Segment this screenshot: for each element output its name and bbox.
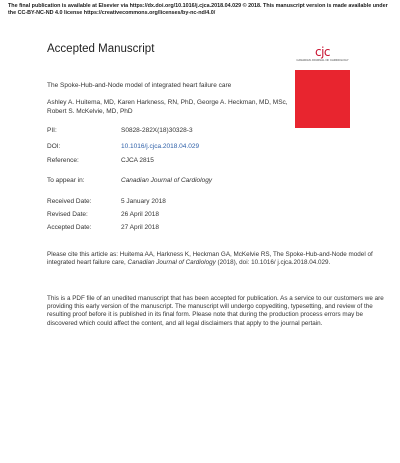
- citation-text: [47, 251, 377, 267]
- doi-label: DOI:: [47, 143, 61, 150]
- article-title: The Spoke-Hub-and-Node model of integrated heart failure care: [47, 82, 232, 89]
- accepted-date-value: 27 April 2018: [121, 224, 159, 231]
- journal-logo: [295, 45, 350, 128]
- journal-cover-block: [295, 70, 350, 128]
- reference-value: CJCA 2815: [121, 157, 154, 164]
- accepted-date-label: Accepted Date:: [47, 224, 92, 231]
- page-heading: Accepted Manuscript: [47, 43, 155, 55]
- revised-date-label: Revised Date:: [47, 211, 88, 218]
- cjc-logo-subtitle: CANADIAN JOURNAL OF CARDIOLOGY: [296, 58, 349, 62]
- cjc-logo-mark: cjc: [314, 45, 331, 59]
- doi-link[interactable]: 10.1016/j.cjca.2018.04.029: [121, 143, 200, 150]
- reference-label: Reference:: [47, 157, 79, 164]
- received-date-label: Received Date:: [47, 198, 92, 205]
- appear-in-label: To appear in:: [47, 177, 85, 184]
- citation-journal: Canadian Journal of Cardiology: [127, 259, 216, 267]
- citation-suffix: (2018), doi: 10.1016/ j.cjca.2018.04.029.: [215, 259, 331, 267]
- revised-date-value: 26 April 2018: [121, 211, 159, 218]
- journal-name: Canadian Journal of Cardiology: [121, 177, 213, 184]
- manuscript-disclaimer: This is a PDF file of an unedited manuscript that has been accepted for publication. As a service to our customers we are providing this early version of the manuscript. The manuscript will undergo copyediting, typesetting, and review of the resulting proof before it is published in its final form. Please note that during the production process errors may be discovered which could affect the content, and all legal disclaimers that apply to the journal pertain.: [47, 295, 384, 327]
- citation-prefix: Please cite this article as: Huitema AA, Harkness K, Heckman GA, McKelvie RS, The Spoke-Hub-and-Node model of integrated heart failure care,: [47, 251, 373, 267]
- pii-value: S0828-282X(18)30328-3: [121, 127, 193, 134]
- authors: Ashley A. Huitema, MD, Karen Harkness, RN, PhD, George A. Heckman, MD, MSc, Robert S. McKelvie, MD, PhD: [47, 99, 288, 115]
- license-banner: The final publication is available at Elsevier via https://dx.doi.org/10.1016/j.cjca.2018.04.029 © 2018. This manuscript version is made available under the CC-BY-NC-ND 4.0 license https://creativecommons.org/licenses/by-nc-nd/4.0/: [8, 3, 388, 16]
- received-date-value: 5 January 2018: [121, 198, 166, 205]
- pii-label: PII:: [47, 127, 57, 134]
